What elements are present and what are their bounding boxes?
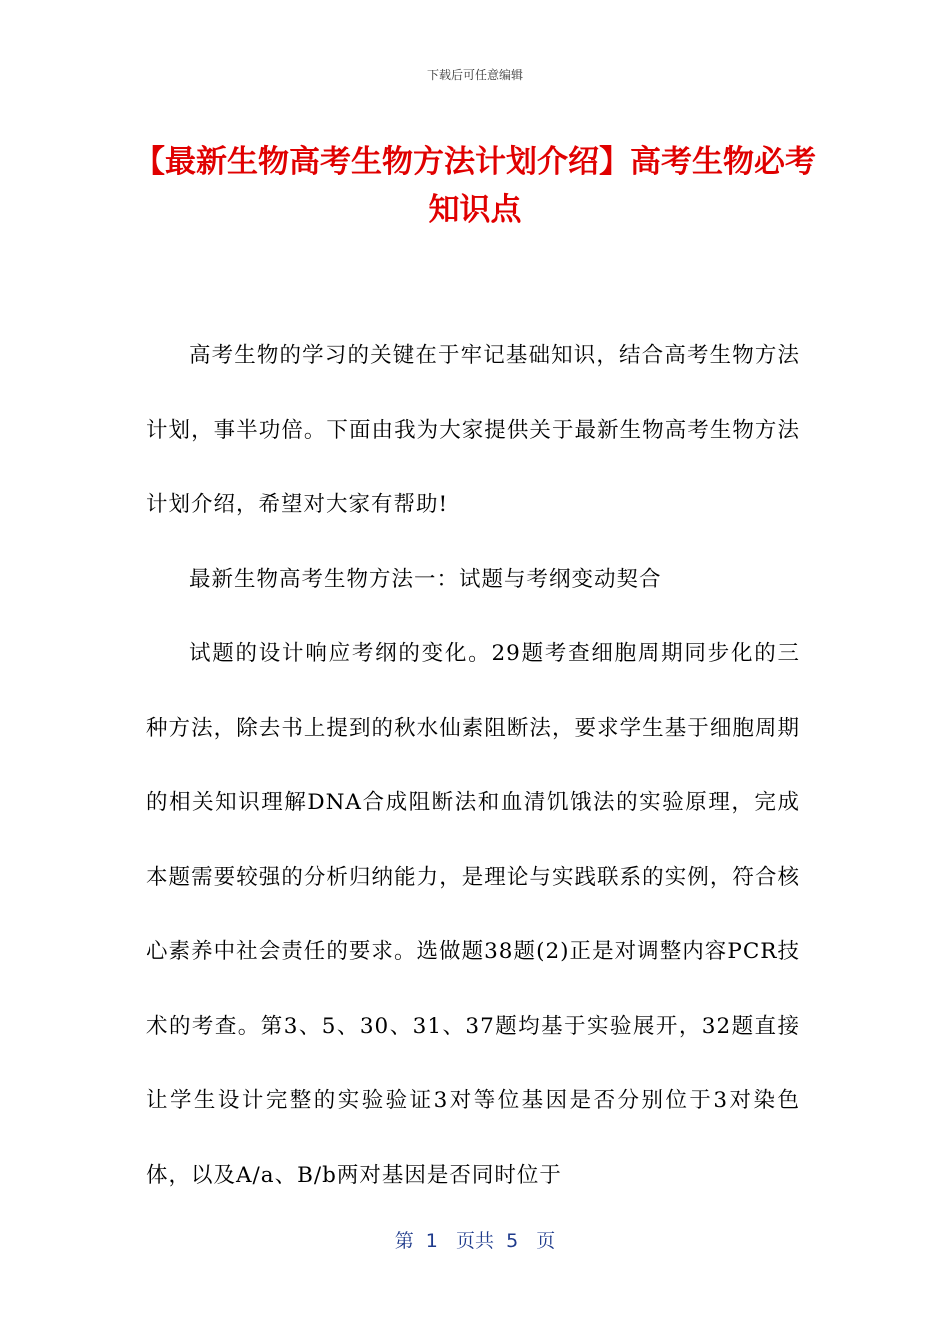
- document-body: [146, 319, 800, 1213]
- paragraph-method-detail: 试题的设计响应考纲的变化。29题考查细胞周期同步化的三种方法，除去书上提到的秋水仙素阻断法，要求学生基于细胞周期的相关知识理解DNA合成阻断法和血清饥饿法的实验原理，完成本题需要较强的分析归纳能力，是理论与实践联系的实例，符合核心素养中社会责任的要求。选做题38题(2)正是对调整内容PCR技术的考查。第3、5、30、31、37题均基于实验展开，32题直接让学生设计完整的实验验证3对等位基因是否分别位于3对染色体，以及A/a、B/b两对基因是否同时位于: [146, 641, 800, 1188]
- page-header-note: 下载后可任意编辑: [426, 68, 523, 82]
- paragraph-intro: 高考生物的学习的关键在于牢记基础知识，结合高考生物方法计划，事半功倍。下面由我为大家提供关于最新生物高考生物方法计划介绍，希望对大家有帮助!: [146, 343, 800, 517]
- paragraph-method-heading: 最新生物高考生物方法一：试题与考纲变动契合: [189, 566, 662, 592]
- document-title: 【最新生物高考生物方法计划介绍】高考生物必考知识点: [134, 144, 816, 228]
- page-number-footer: 第 1 页共 5 页: [394, 1230, 556, 1252]
